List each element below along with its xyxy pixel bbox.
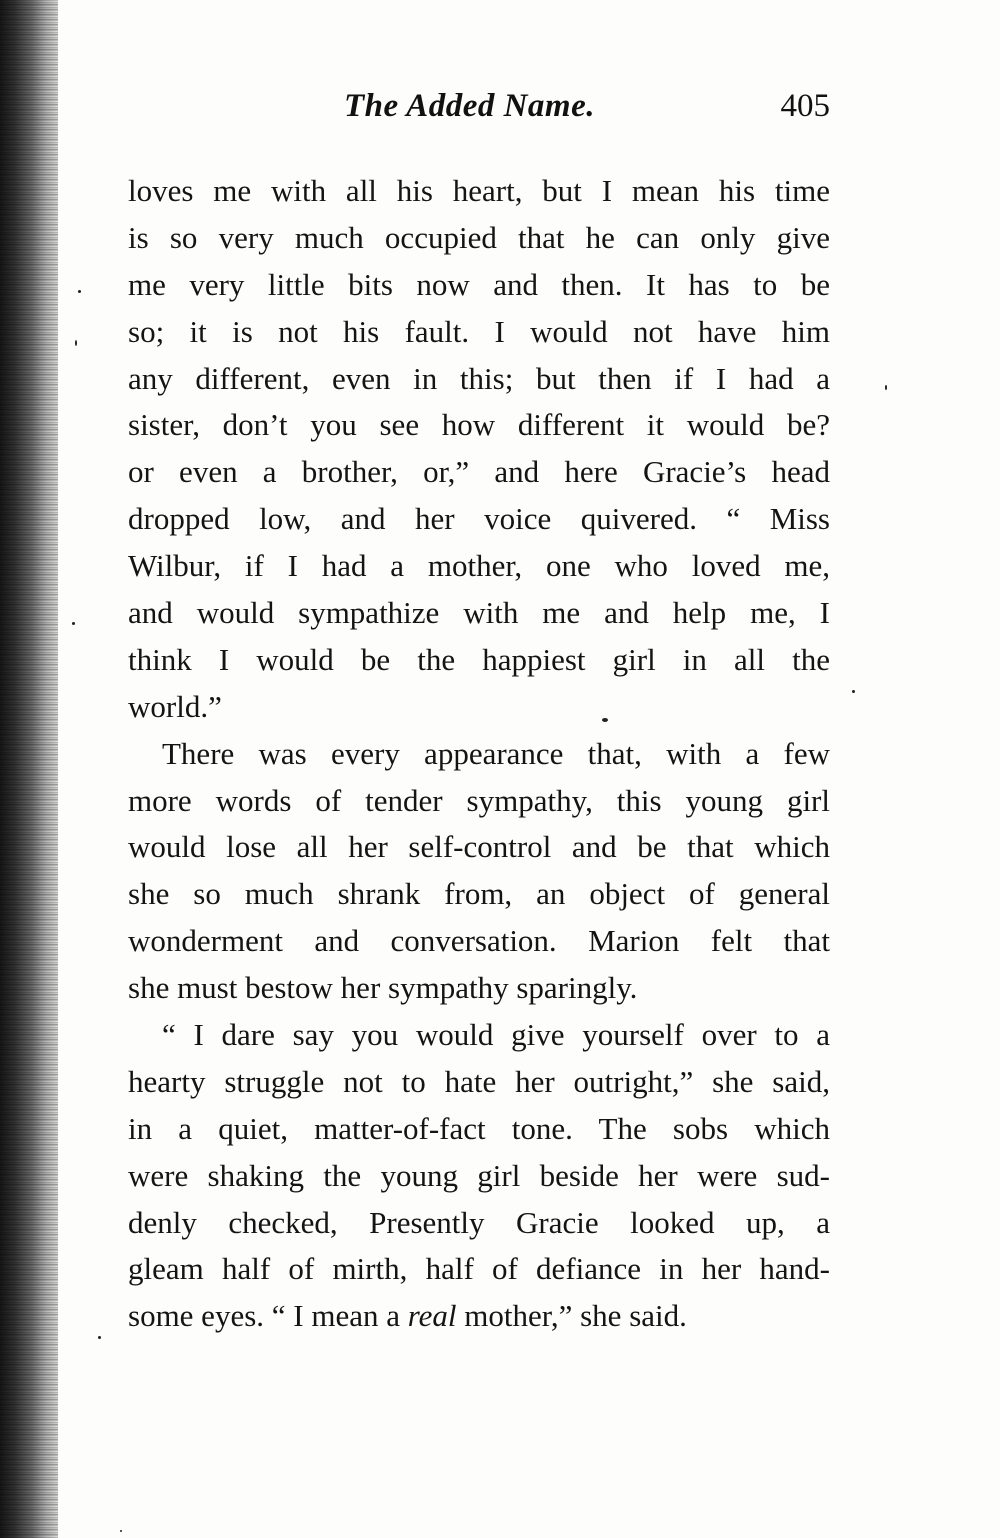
- text-line: dropped low, and her voice quivered. “ Miss: [128, 501, 830, 537]
- text-line: more words of tender sympathy, this young girl: [128, 782, 830, 818]
- text-line: in a quiet, matter-of-fact tone. The sobs which: [128, 1110, 830, 1146]
- italic-word: real: [407, 1298, 457, 1334]
- scan-speck: [120, 1530, 122, 1532]
- text-line: she must bestow her sympathy sparingly.: [128, 970, 638, 1006]
- text-line: any different, even in this; but then if I had a: [128, 360, 830, 396]
- text-line: [128, 1293, 830, 1340]
- text-line: denly checked, Presently Gracie looked up, a: [128, 1204, 830, 1240]
- text-line: were shaking the young girl beside her were sud-: [128, 1157, 830, 1193]
- text-fragment: some eyes. “ I mean a: [128, 1298, 408, 1334]
- text-line: me very little bits now and then. It has to be: [128, 266, 830, 302]
- running-head: [128, 88, 830, 138]
- text-line: would lose all her self-control and be that which: [128, 829, 830, 865]
- text-line: think I would be the happiest girl in all the: [128, 641, 830, 677]
- text-line: or even a brother, or,” and here Gracie’s head: [128, 454, 830, 490]
- text-line: world.”: [128, 688, 222, 724]
- page-number: 405: [780, 88, 830, 124]
- body-text: [128, 168, 830, 1340]
- text-fragment: mother,” she said.: [456, 1298, 687, 1334]
- text-line: hearty struggle not to hate her outright,” she said,: [128, 1063, 830, 1099]
- text-line: loves me with all his heart, but I mean his time: [128, 173, 830, 208]
- running-title: The Added Name.: [344, 88, 595, 124]
- scan-speck: [98, 1336, 101, 1339]
- text-line: she so much shrank from, an object of general: [128, 876, 830, 912]
- text-line: and would sympathize with me and help me, I: [128, 595, 830, 631]
- scan-speck: [78, 290, 81, 293]
- binding-gutter: [0, 0, 58, 1538]
- text-line: “ I dare say you would give yourself over to a: [162, 1017, 830, 1053]
- text-line: so; it is not his fault. I would not have him: [128, 313, 830, 349]
- scan-speck: [72, 622, 75, 625]
- text-line: There was every appearance that, with a few: [162, 735, 830, 771]
- text-line: sister, don’t you see how different it would be?: [128, 407, 830, 443]
- scan-speck: [75, 340, 77, 346]
- text-line: is so very much occupied that he can only give: [128, 219, 830, 255]
- text-line: wonderment and conversation. Marion felt that: [128, 923, 830, 959]
- scan-speck: [885, 385, 887, 390]
- text-line: Wilbur, if I had a mother, one who loved me,: [128, 548, 830, 584]
- text-line: gleam half of mirth, half of defiance in her hand-: [128, 1251, 830, 1287]
- scan-speck: [852, 690, 855, 693]
